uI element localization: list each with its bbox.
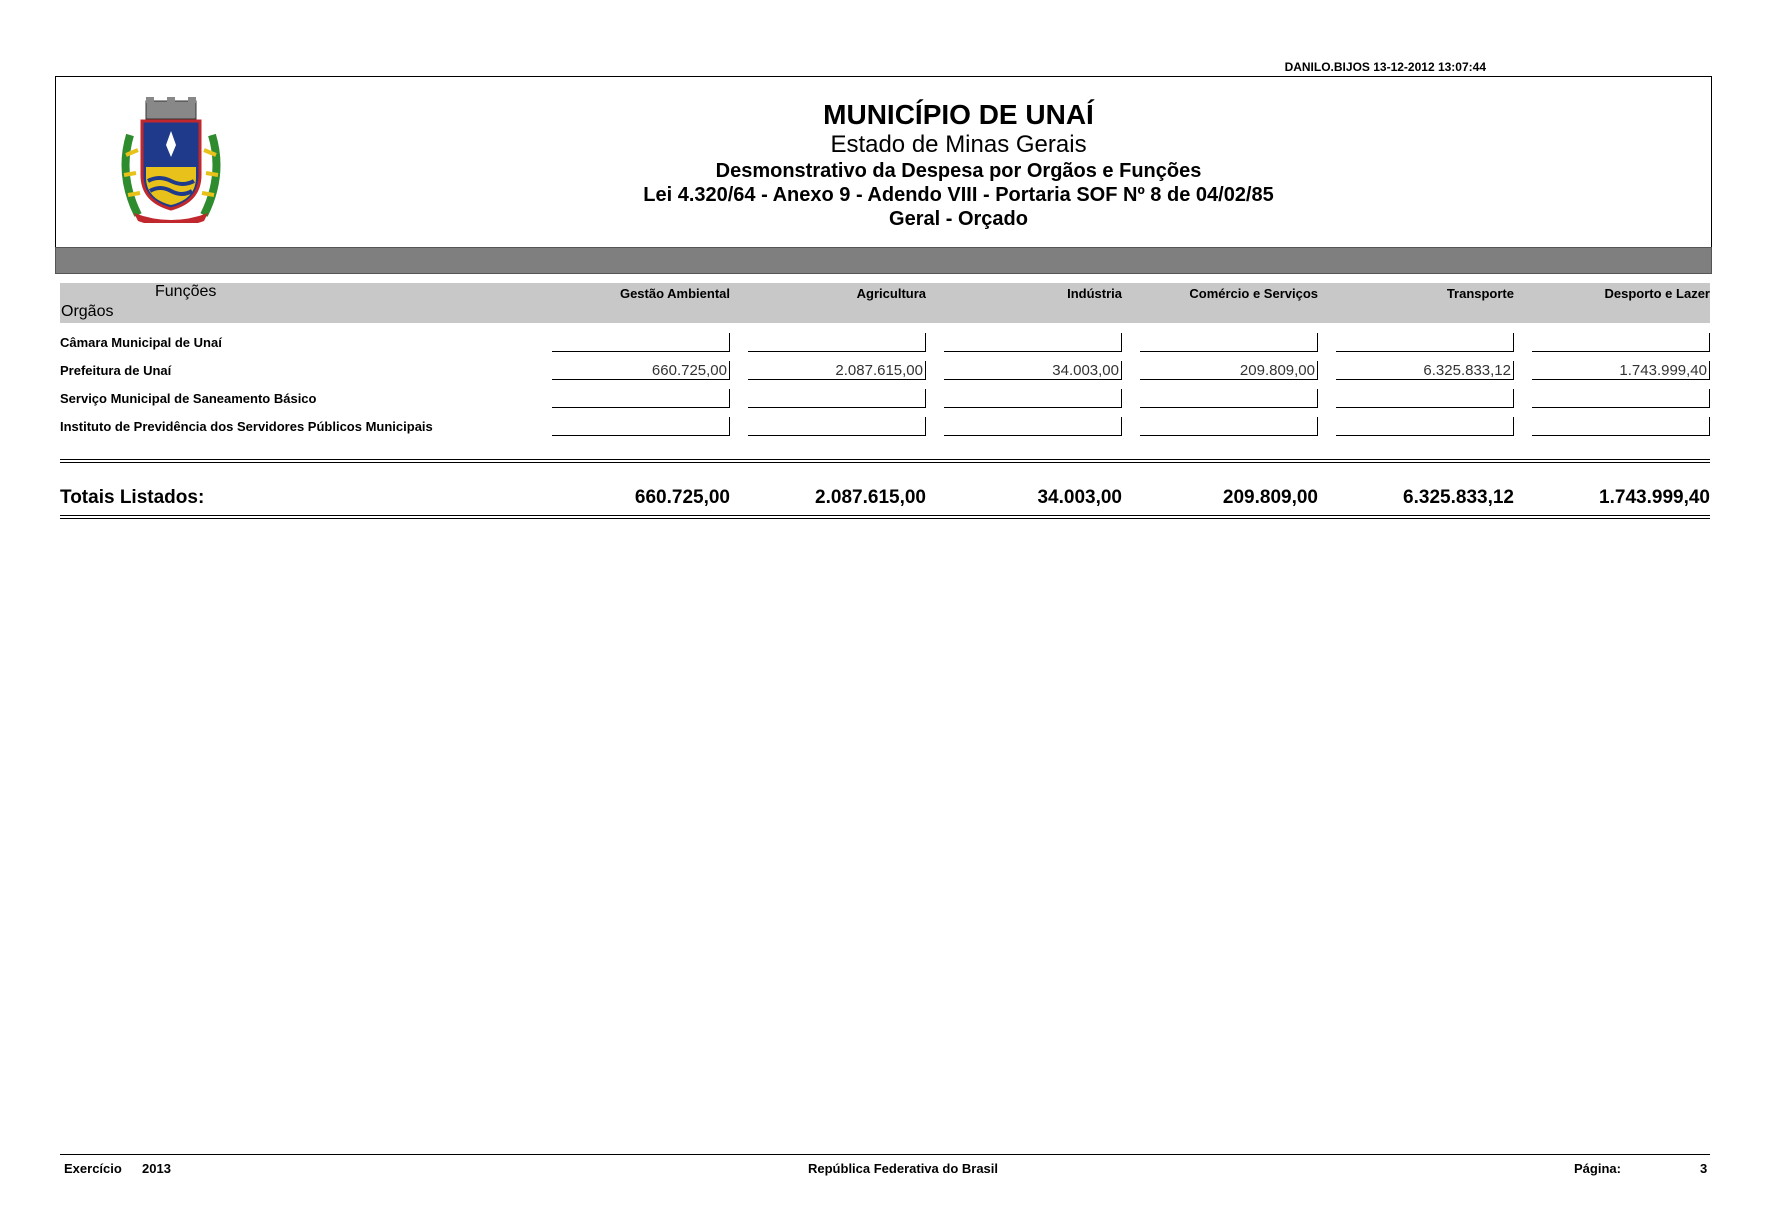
value-cell: [1532, 389, 1710, 408]
value-cell: 660.725,00: [552, 361, 730, 380]
value-cell: [944, 333, 1122, 352]
value-cell: 1.743.999,40: [1532, 361, 1710, 380]
value-cell: [1532, 417, 1710, 436]
value-cell: [1336, 333, 1514, 352]
page-footer: [60, 1154, 1710, 1185]
total-value: 1.743.999,40: [1599, 487, 1710, 508]
total-value: 6.325.833,12: [1403, 487, 1514, 508]
value-cell: 209.809,00: [1140, 361, 1318, 380]
table-row: [60, 327, 1720, 355]
value-cell: [1336, 417, 1514, 436]
value-cell: [748, 417, 926, 436]
exercicio-value: 2013: [142, 1161, 171, 1176]
col-header: Transporte: [1446, 286, 1514, 301]
total-value: 2.087.615,00: [815, 487, 926, 508]
municipality-title: MUNICÍPIO DE UNAÍ: [823, 99, 1094, 130]
total-value: 660.725,00: [634, 487, 730, 508]
value-cell: [1140, 417, 1318, 436]
totals-row: [60, 487, 1710, 513]
report-scope: Geral - Orçado: [889, 208, 1028, 230]
value-cell: 34.003,00: [944, 361, 1122, 380]
value-cell: [552, 389, 730, 408]
exercicio-label: Exercício: [64, 1161, 122, 1176]
total-value: 209.809,00: [1222, 487, 1318, 508]
col-header: Gestão Ambiental: [619, 286, 730, 301]
print-stamp: DANILO.BIJOS 13-12-2012 13:07:44: [1284, 60, 1486, 74]
row-label: Câmara Municipal de Unaí: [60, 335, 222, 350]
row-label: Serviço Municipal de Saneamento Básico: [60, 391, 317, 406]
value-cell: [1140, 333, 1318, 352]
value-cell: 2.087.615,00: [748, 361, 926, 380]
col-header: Desporto e Lazer: [1604, 286, 1710, 301]
divider: [60, 462, 1710, 463]
row-label: Prefeitura de Unaí: [60, 363, 172, 378]
value-cell: [552, 417, 730, 436]
divider: [60, 518, 1710, 519]
divider: [60, 459, 1710, 460]
value-cell: [748, 333, 926, 352]
report-header: [55, 76, 1712, 247]
total-value: 34.003,00: [1037, 487, 1122, 508]
page-label: Página:: [1574, 1161, 1621, 1176]
page-number: 3: [1700, 1161, 1708, 1176]
value-cell: [748, 389, 926, 408]
row-label: Instituto de Previdência dos Servidores Públicos Municipais: [60, 419, 433, 434]
report-title: Desmonstrativo da Despesa por Orgãos e Funções: [715, 160, 1202, 182]
value-cell: [1140, 389, 1318, 408]
value-cell: [944, 389, 1122, 408]
value-cell: [1336, 389, 1514, 408]
totals-label: Totais Listados:: [60, 487, 205, 508]
law-reference: Lei 4.320/64 - Anexo 9 - Adendo VIII - Portaria SOF Nº 8 de 04/02/85: [643, 184, 1274, 206]
value-cell: [944, 417, 1122, 436]
table-row: [60, 383, 1720, 411]
orgaos-label: Orgãos: [61, 303, 114, 320]
value-cell: 6.325.833,12: [1336, 361, 1514, 380]
state-subtitle: Estado de Minas Gerais: [830, 131, 1087, 158]
funcoes-label: Funções: [155, 283, 217, 300]
divider: [60, 515, 1710, 516]
table-row: [60, 355, 1720, 383]
table-row: [60, 411, 1720, 439]
footer-center: República Federativa do Brasil: [808, 1161, 999, 1176]
table-header: [60, 283, 1710, 323]
col-header: Indústria: [1067, 286, 1122, 301]
header-band: [55, 247, 1712, 274]
col-header: Agricultura: [856, 286, 926, 301]
value-cell: [1532, 333, 1710, 352]
value-cell: [552, 333, 730, 352]
col-header: Comércio e Serviços: [1189, 286, 1318, 301]
